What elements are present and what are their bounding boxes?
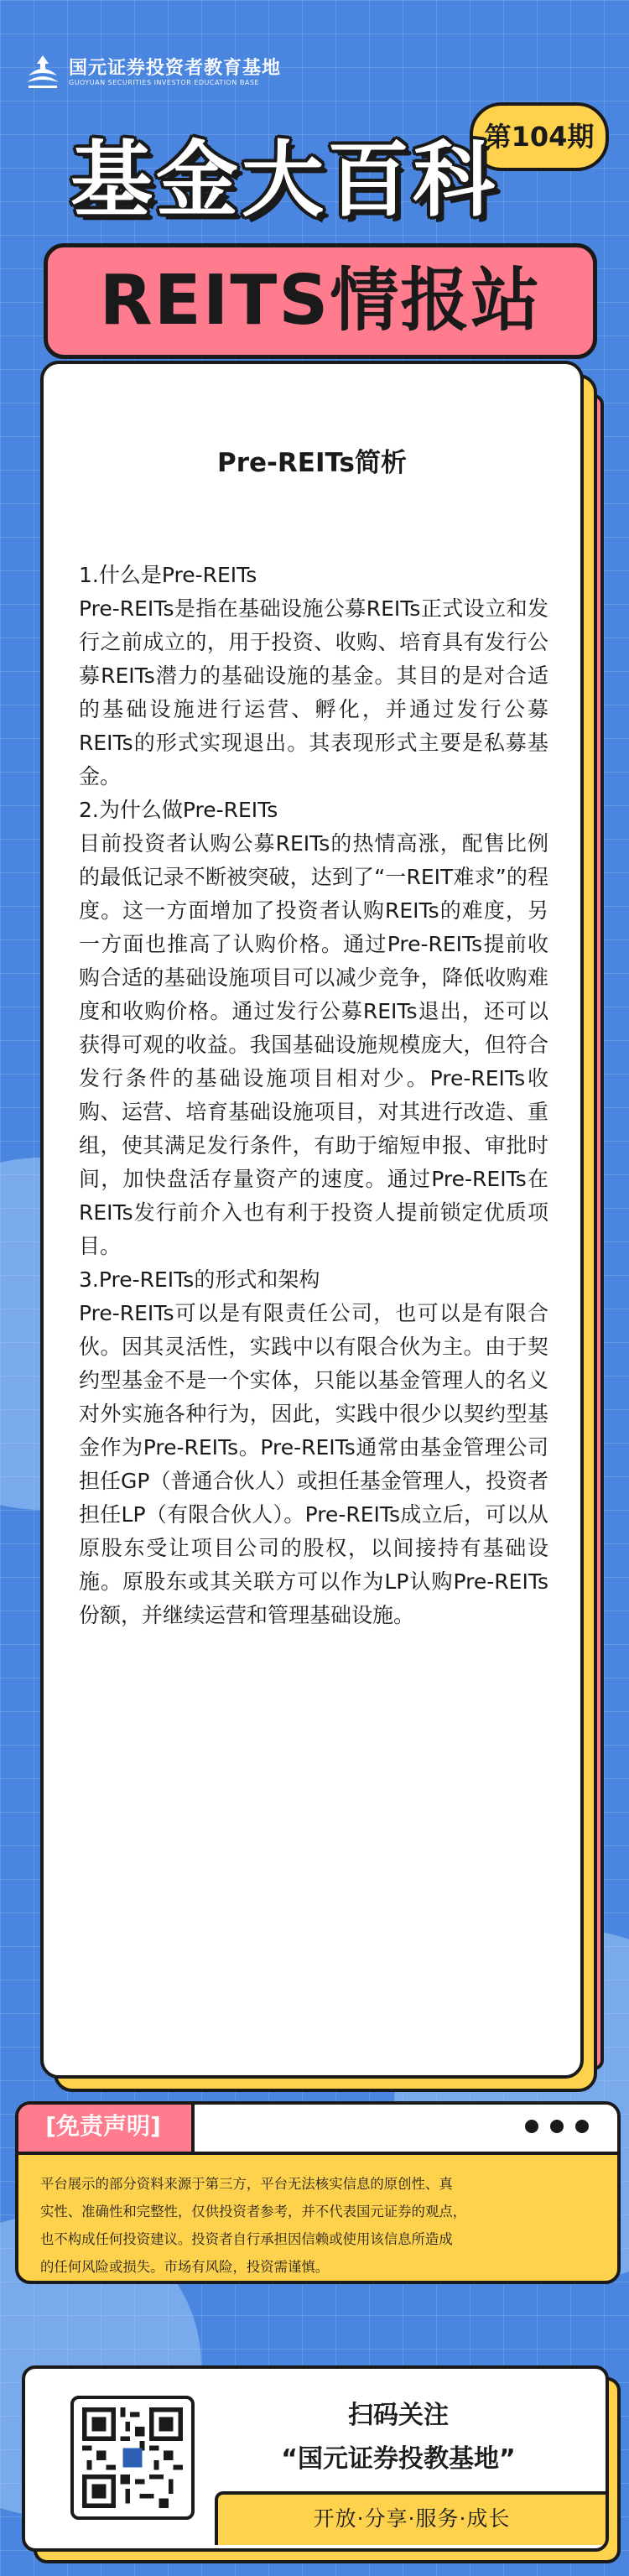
slogan-bar: 开放·分享·服务·成长 — [215, 2491, 606, 2545]
issue-badge: 第104期 — [470, 102, 609, 171]
qr-code[interactable] — [70, 2396, 195, 2520]
section-heading: 1.什么是Pre-REITs — [79, 563, 257, 587]
disclaimer-line: 平台展示的部分资料来源于第三方，平台无法核实信息的原创性、真 — [40, 2176, 453, 2192]
section-heading: 2.为什么做Pre-REITs — [79, 798, 278, 822]
disclaimer-line: 也不构成任何投资建议。投资者自行承担因信赖或使用该信息所造成 — [40, 2231, 453, 2247]
brand-name: 国元证券投资者教育基地 — [69, 58, 282, 79]
article-title: Pre-REITs简析 — [217, 448, 407, 478]
dots-decor — [513, 2120, 589, 2135]
disclaimer-text — [40, 2170, 595, 2281]
disclaimer-box — [15, 2101, 621, 2284]
disclaimer-line: 实性、准确性和完整性，仅供投资者参考，并不代表国元证券的观点， — [40, 2204, 467, 2220]
dot-icon — [550, 2120, 564, 2133]
article-body — [79, 559, 548, 1632]
title-banner — [44, 243, 597, 359]
brand-header — [23, 49, 409, 99]
disclaimer-header — [15, 2101, 621, 2155]
article-paragraph: Pre-REITs可以是有限责任公司，也可以是有限合伙。因其灵活性，实践中以有限合伙为主。由于契约型基金不是一个实体，只能以基金管理人的名义对外实施各种行为，因此，实践中很少以契约型基金作为Pre-REITs。Pre-REITs通常由基金管理公司担任GP（普通合伙人）或担任基金管理人，投资者担任LP（有限合伙人）。Pre-REITs成立后，可以从原股东受让项目公司的股权，以间接持有基础设施。原股东或其关联方可以作为LP认购Pre-REITs份额，并继续运营和管理基础设施。 — [79, 1301, 548, 1627]
dot-icon — [575, 2120, 589, 2133]
footer-card — [22, 2365, 609, 2552]
disclaimer-line: 的任何风险或损失。市场有风险，投资需谨慎。 — [40, 2259, 330, 2275]
article-paragraph: 目前投资者认购公募REITs的热情高涨，配售比例的最低记录不断被突破，达到了“一REIT难求”的程度。这一方面增加了投资者认购REITs的难度，另一方面也推高了认购价格。通过Pre-REITs提前收购合适的基础设施项目可以减少竞争，降低收购难度和收购价格。通过发行公募REITs退出，还可以获得可观的收益。我国基础设施规模庞大，但符合发行条件的基础设施项目相对少。Pre-REITs收购、运营、培育基础设施项目，对其进行改造、重组，使其满足发行条件，有助于缩短申报、审批时间，加快盘活存量资产的速度。通过Pre-REITs在REITs发行前介入也有利于投资人提前锁定优质项目。 — [79, 831, 548, 1258]
qr-code-icon — [82, 2407, 183, 2508]
follow-text: 扫码关注 — [348, 2401, 449, 2430]
brand-name-en: GUOYUAN SECURITIES INVESTOR EDUCATION BASE — [69, 79, 259, 86]
page-title: 基金大百科 — [70, 133, 499, 228]
dot-icon — [525, 2120, 538, 2133]
account-name: “国元证券投教基地” — [281, 2444, 516, 2474]
brand-logo-icon — [23, 52, 62, 91]
section-heading: 3.Pre-REITs的形式和架构 — [79, 1267, 320, 1292]
disclaimer-label: [免责声明] — [15, 2101, 195, 2152]
page-subtitle: REITS情报站 — [99, 261, 542, 341]
article-paragraph: Pre-REITs是指在基础设施公募REITs正式设立和发行之前成立的，用于投资、收购、培育具有发行公募REITs潜力的基础设施的基金。其目的是对合适的基础设施进行运营、孵化，并通过发行公募REITs的形式实现退出。其表现形式主要是私募基金。 — [79, 596, 548, 788]
article-card — [40, 361, 584, 2079]
